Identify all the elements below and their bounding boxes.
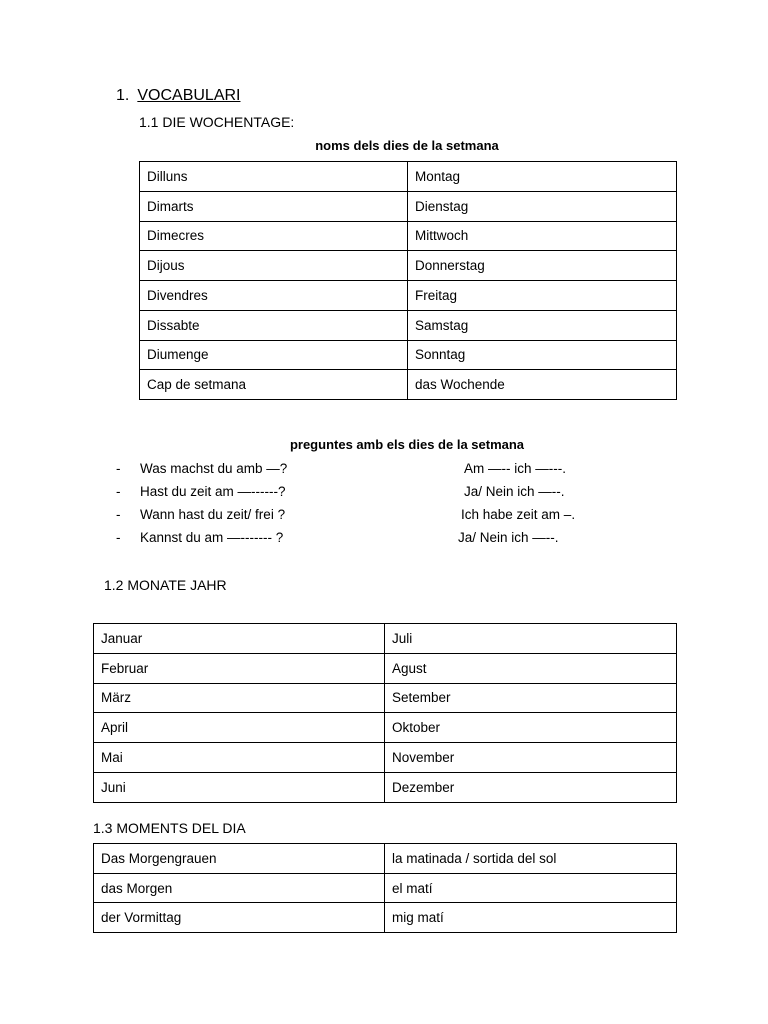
table-cell-left: das Morgen xyxy=(94,873,385,903)
table-cell-right: Oktober xyxy=(385,713,677,743)
table-cell-right: el matí xyxy=(385,873,677,903)
table-cell-right: Montag xyxy=(408,162,677,192)
answer-text: Am —-- ich —---. xyxy=(464,461,566,476)
table-cell-right: Freitag xyxy=(408,281,677,311)
days-table-caption: noms dels dies de la setmana xyxy=(315,138,499,153)
table-cell-left: Das Morgengrauen xyxy=(94,844,385,874)
question-text: Was machst du amb —? xyxy=(140,461,288,476)
question-row xyxy=(0,484,768,504)
question-text: Kannst du am —------- ? xyxy=(140,530,284,545)
section-months-title: 1.2 MONATE JAHR xyxy=(104,577,227,593)
bullet: - xyxy=(116,530,121,545)
bullet: - xyxy=(116,461,121,476)
table-cell-left: Mai xyxy=(94,743,385,773)
table-row xyxy=(94,873,677,903)
question-text: Hast du zeit am —------? xyxy=(140,484,286,499)
heading-title: VOCABULARI xyxy=(137,87,241,104)
days-table-body xyxy=(140,162,677,400)
table-cell-left: der Vormittag xyxy=(94,903,385,933)
table-row xyxy=(140,310,677,340)
table-cell-left: Juni xyxy=(94,772,385,802)
table-row xyxy=(94,844,677,874)
table-cell-left: Dissabte xyxy=(140,310,408,340)
question-row xyxy=(0,461,768,481)
heading-number: 1. xyxy=(116,87,130,104)
table-cell-right: Juli xyxy=(385,624,677,654)
section-moments-title: 1.3 MOMENTS DEL DIA xyxy=(93,820,246,836)
question-text: Wann hast du zeit/ frei ? xyxy=(140,507,286,522)
table-row xyxy=(94,624,677,654)
table-cell-left: März xyxy=(94,683,385,713)
table-cell-right: Samstag xyxy=(408,310,677,340)
table-cell-left: April xyxy=(94,713,385,743)
table-row xyxy=(94,743,677,773)
question-row xyxy=(0,507,768,527)
table-row xyxy=(140,191,677,221)
table-cell-right: November xyxy=(385,743,677,773)
moments-table xyxy=(93,843,677,933)
table-cell-left: Dijous xyxy=(140,251,408,281)
table-cell-right: Dezember xyxy=(385,772,677,802)
answer-text: Ja/ Nein ich —--. xyxy=(458,530,559,545)
table-row xyxy=(140,281,677,311)
table-cell-left: Cap de setmana xyxy=(140,370,408,400)
table-row xyxy=(140,251,677,281)
bullet: - xyxy=(116,484,121,499)
months-table-body xyxy=(94,624,677,803)
table-row xyxy=(140,370,677,400)
table-cell-left: Dimarts xyxy=(140,191,408,221)
table-cell-right: das Wochende xyxy=(408,370,677,400)
table-cell-right: Mittwoch xyxy=(408,221,677,251)
questions-caption: preguntes amb els dies de la setmana xyxy=(289,437,525,452)
question-row xyxy=(0,530,768,550)
table-cell-left: Dilluns xyxy=(140,162,408,192)
table-cell-left: Divendres xyxy=(140,281,408,311)
bullet: - xyxy=(116,507,121,522)
table-cell-right: Dienstag xyxy=(408,191,677,221)
table-cell-right: Setember xyxy=(385,683,677,713)
table-cell-right: Agust xyxy=(385,653,677,683)
table-cell-right: Sonntag xyxy=(408,340,677,370)
section-days-title: 1.1 DIE WOCHENTAGE: xyxy=(139,114,295,130)
moments-table-body xyxy=(94,844,677,933)
table-row xyxy=(94,772,677,802)
table-cell-right: Donnerstag xyxy=(408,251,677,281)
table-row xyxy=(140,340,677,370)
table-row xyxy=(140,221,677,251)
table-row xyxy=(94,903,677,933)
months-table xyxy=(93,623,677,803)
answer-text: Ich habe zeit am –. xyxy=(461,507,576,522)
answer-text: Ja/ Nein ich —--. xyxy=(464,484,565,499)
table-cell-right: la matinada / sortida del sol xyxy=(385,844,677,874)
table-cell-left: Diumenge xyxy=(140,340,408,370)
table-cell-left: Februar xyxy=(94,653,385,683)
main-heading xyxy=(116,87,240,105)
table-cell-left: Januar xyxy=(94,624,385,654)
table-row xyxy=(94,683,677,713)
table-row xyxy=(140,162,677,192)
days-table xyxy=(139,161,677,400)
table-cell-right: mig matí xyxy=(385,903,677,933)
table-row xyxy=(94,653,677,683)
table-cell-left: Dimecres xyxy=(140,221,408,251)
table-row xyxy=(94,713,677,743)
